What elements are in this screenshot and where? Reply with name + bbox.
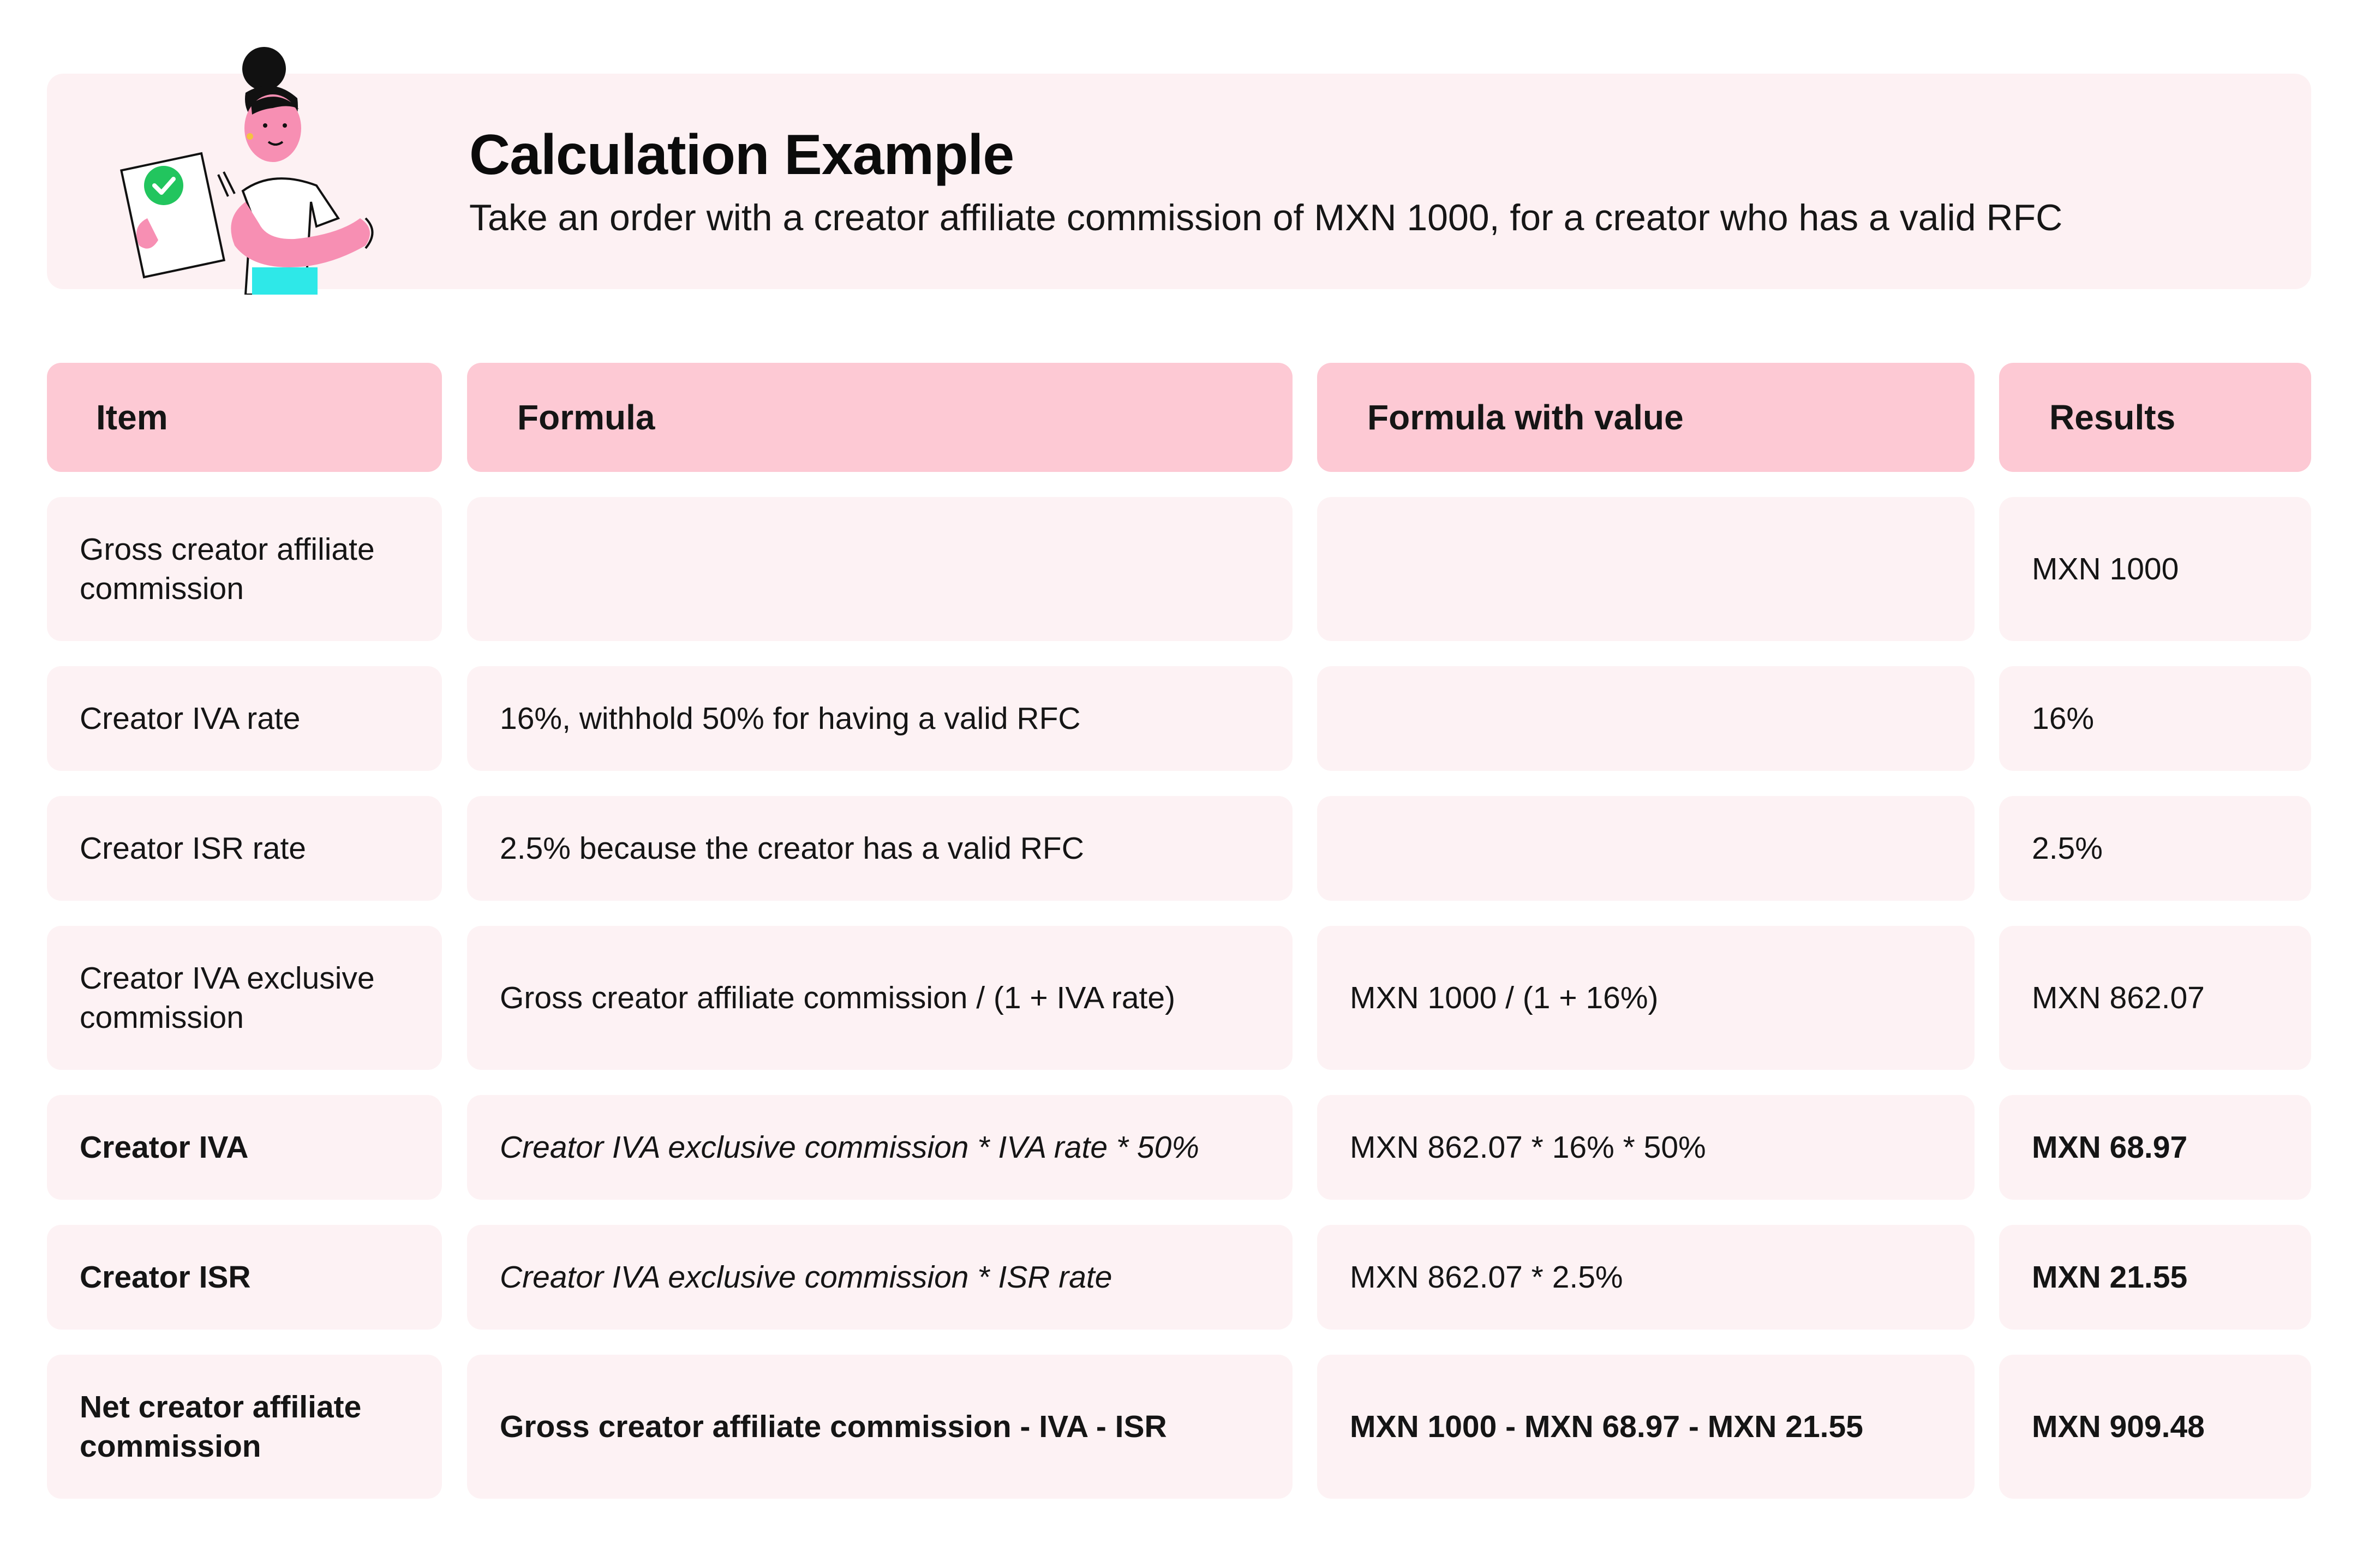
column-header-formula: Formula: [467, 363, 1293, 472]
cell-formula: Gross creator affiliate commission / (1 + IVA rate): [467, 926, 1293, 1070]
cell-formula: Creator IVA exclusive commission * ISR rate: [467, 1225, 1293, 1330]
cell-formula-value: [1317, 796, 1975, 901]
cell-item: Gross creator affiliate commission: [47, 497, 442, 641]
check-badge-icon: [144, 166, 183, 205]
table-row: [47, 1095, 2311, 1200]
cell-formula-value: [1317, 497, 1975, 641]
cell-formula-value: MXN 1000 / (1 + 16%): [1317, 926, 1975, 1070]
cell-formula: Creator IVA exclusive commission * IVA rate * 50%: [467, 1095, 1293, 1200]
cell-result: MXN 1000: [1999, 497, 2311, 641]
cell-formula: [467, 497, 1293, 641]
page-subtitle: Take an order with a creator affiliate commission of MXN 1000, for a creator who has a valid RFC: [469, 197, 2063, 238]
cell-formula-value: [1317, 666, 1975, 771]
table-row: [47, 666, 2311, 771]
cell-result: 16%: [1999, 666, 2311, 771]
calculation-table: [47, 363, 2311, 1499]
cell-result: MXN 862.07: [1999, 926, 2311, 1070]
table-row: [47, 1355, 2311, 1499]
cell-result: MXN 909.48: [1999, 1355, 2311, 1499]
column-header-results: Results: [1999, 363, 2311, 472]
cell-result: MXN 68.97: [1999, 1095, 2311, 1200]
cell-result: MXN 21.55: [1999, 1225, 2311, 1330]
table-row: [47, 926, 2311, 1070]
cell-item: Creator ISR: [47, 1225, 442, 1330]
table-row: [47, 796, 2311, 901]
column-header-formula-with-value: Formula with value: [1317, 363, 1975, 472]
table-row: [47, 497, 2311, 641]
cell-formula: Gross creator affiliate commission - IVA - ISR: [467, 1355, 1293, 1499]
cell-formula: 2.5% because the creator has a valid RFC: [467, 796, 1293, 901]
cell-result: 2.5%: [1999, 796, 2311, 901]
cell-item: Creator IVA rate: [47, 666, 442, 771]
woman-holding-document-illustration: [109, 38, 393, 295]
table-row: [47, 1225, 2311, 1330]
cell-formula-value: MXN 862.07 * 16% * 50%: [1317, 1095, 1975, 1200]
cell-item: Net creator affiliate commission: [47, 1355, 442, 1499]
cell-item: Creator IVA: [47, 1095, 442, 1200]
page-title: Calculation Example: [469, 123, 1014, 187]
cell-formula: 16%, withhold 50% for having a valid RFC: [467, 666, 1293, 771]
cell-item: Creator ISR rate: [47, 796, 442, 901]
cell-formula-value: MXN 1000 - MXN 68.97 - MXN 21.55: [1317, 1355, 1975, 1499]
cell-formula-value: MXN 862.07 * 2.5%: [1317, 1225, 1975, 1330]
table-header-row: [47, 363, 2311, 472]
cell-item: Creator IVA exclusive commission: [47, 926, 442, 1070]
column-header-item: Item: [47, 363, 442, 472]
